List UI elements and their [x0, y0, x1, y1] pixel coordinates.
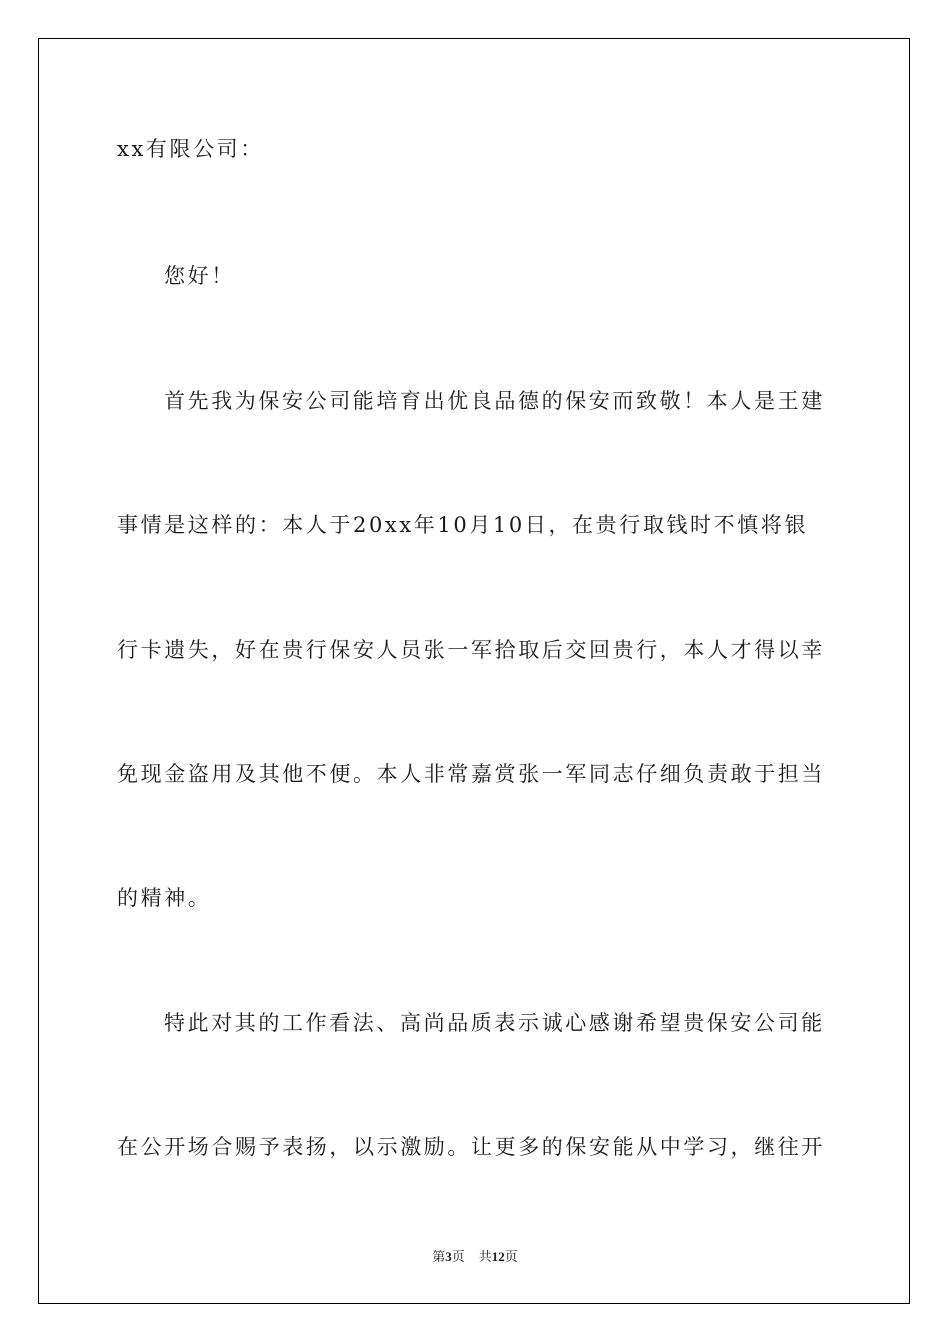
page-number-suffix: 页	[451, 1249, 465, 1264]
page-total: 12	[491, 1249, 505, 1264]
salutation-line: xx有限公司：	[117, 137, 264, 161]
paragraph-line: 在公开场合赐予表扬，以示激励。让更多的保安能从中学习，继往开	[117, 1135, 825, 1159]
paragraph-line: 首先我为保安公司能培育出优良品德的保安而致敬！本人是王建	[164, 389, 825, 413]
paragraph-line: 免现金盗用及其他不便。本人非常嘉赏张一军同志仔细负责敢于担当	[117, 762, 825, 786]
page-footer	[0, 1249, 950, 1265]
page-total-prefix: 共	[478, 1249, 492, 1264]
greeting-line: 您好！	[164, 264, 235, 288]
paragraph-line: 特此对其的工作看法、高尚品质表示诚心感谢希望贵保安公司能	[164, 1011, 825, 1035]
page-total-suffix: 页	[504, 1249, 518, 1264]
paragraph-line: 行卡遗失，好在贵行保安人员张一军拾取后交回贵行，本人才得以幸	[117, 638, 825, 662]
page-number-current: 3	[445, 1249, 452, 1264]
paragraph-line: 事情是这样的：本人于20xx年10月10日，在贵行取钱时不慎将银	[117, 513, 809, 537]
page-number-prefix: 第	[432, 1249, 446, 1264]
page-border	[38, 38, 910, 1304]
paragraph-line: 的精神。	[117, 886, 212, 910]
